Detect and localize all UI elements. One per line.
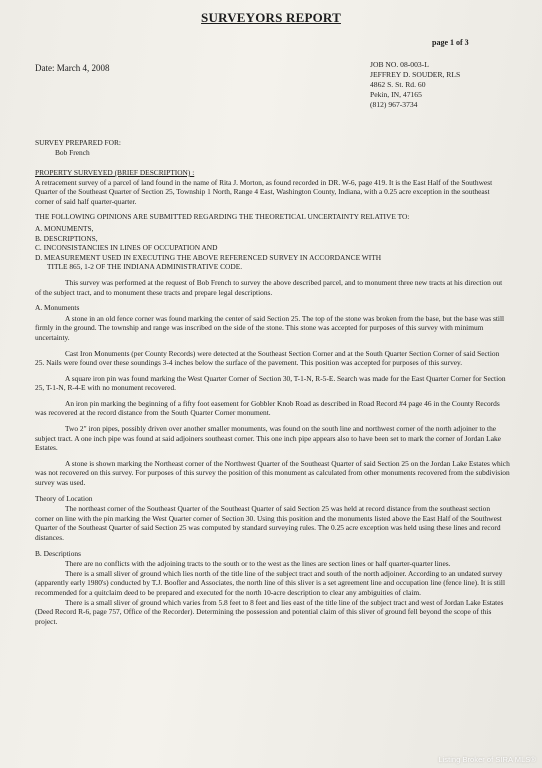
monument-paragraph: Two 2" iron pipes, possibly driven over another smaller monuments, was found on the south line and northwest corner of the north adjoiner to the subject tract. A one inch pipe was found at said adjoiners southeast corner. This one inch pipe appears also to have been set to mark the corner of Jordan Lake Estates. [35, 424, 501, 453]
opinion-item-continuation: TITLE 865, 1-2 OF THE INDIANA ADMINISTRATIVE CODE. [47, 262, 243, 272]
surveyor-name: JEFFREY D. SOUDER, RLS [370, 70, 461, 79]
report-date: Date: March 4, 2008 [35, 63, 110, 73]
opinion-item: A. MONUMENTS, [35, 223, 94, 233]
descriptions-heading: B. Descriptions [35, 548, 81, 558]
prepared-for-section [35, 138, 510, 157]
monument-paragraph: A stone is shown marking the Northeast corner of the Northwest Quarter of the Southeast Quarter of said Section 25 on the Jordan Lake Estates which was not recovered on this survey. For purposes of this survey the position of this monument as calculated from other monuments recovered from the subdivision survey was used. [35, 458, 510, 488]
surveyor-street: 4862 S. St. Rd. 60 [370, 80, 426, 89]
request-paragraph: This survey was performed at the request of Bob French to survey the above described parcel, and to monument three new tracts at his direction out of the subject tract, and to monument these tracts and prepare legal descriptions. [35, 277, 503, 297]
monument-paragraph: A square iron pin was found marking the West Quarter Corner of Section 30, T-1-N, R-5-E. Search was made for the East Quarter Corner for Section 25, T-1-N, R-4-E with no monument recovered. [35, 373, 506, 393]
job-number: JOB NO. 08-003-L [370, 60, 429, 69]
monument-paragraph: An iron pin marking the beginning of a fifty foot easement for Gobbler Knob Road as described in Road Record #4 page 46 in the County Records was recovered at the record distance from the South Quarter Corner monument. [35, 398, 500, 418]
monument-paragraph: A stone in an old fence corner was found marking the center of said Section 25. The top of the stone was broken from the base, but the base was still firmly in the ground. The township and range was inscribed on the side of the stone. This stone was accepted for purposes of this survey with minimum uncertainty. [35, 313, 505, 342]
listing-watermark: Listing Broker of SIRA MLS® [438, 755, 536, 764]
property-heading: PROPERTY SURVEYED (BRIEF DESCRIPTION) : [35, 168, 195, 177]
monuments-heading: A. Monuments [35, 303, 80, 313]
theory-paragraph: The northeast corner of the Southeast Quarter of the Southeast Quarter of said Section 25 was held at record distance from the southeast section corner on line with the pin marking the West Quarter corner of Section 30. Using this position and the monuments listed above the East Half of the Southwest Quarter of the Southeast Quarter of said Section 25 was computed by standard surveying rules. The 0.25 acre exception was held using these lines and record distances. [35, 504, 502, 542]
page-number: page 1 of 3 [432, 38, 469, 47]
opinion-item: D. MEASUREMENT USED IN EXECUTING THE ABOVE REFERENCED SURVEY IN ACCORDANCE WITH [35, 252, 382, 262]
client-name: Bob French [55, 147, 90, 157]
surveyor-city: Pekin, IN, 47165 [370, 90, 422, 99]
opinion-item: C. INCONSISTANCIES IN LINES OF OCCUPATION AND [35, 243, 218, 253]
opinion-item: B. DESCRIPTIONS, [35, 233, 98, 243]
property-description: A retracement survey of a parcel of land found in the name of Rita J. Morton, as found recorded in DR. W-6, page 419. It is the East Half of the Southwest Quarter of the Southeast Quarter of Section 25, Township 1 North, Range 4 East, Washington County, Indiana, with a 0.25 acre exception in the southeast corner of said half quarter-quarter. [35, 177, 493, 206]
report-body [35, 168, 510, 632]
descriptions-paragraph: There is a small sliver of ground which lies north of the title line of the subject tract and south of the north adjoiner. According to an undated survey (apparently early 1980's) conducted by T.J. Boofler and Associates, the north line of this sliver is a set agreement line and occupation line (fence line). It is still recommended for a quitclaim deed to be prepared and executed for the north 10-acre description to clear any ambiguities of claim. [35, 568, 506, 597]
opinions-list [35, 224, 510, 272]
report-title: SURVEYORS REPORT [201, 10, 341, 25]
opinions-intro: THE FOLLOWING OPINIONS ARE SUBMITTED REGARDING THE THEORETICAL UNCERTAINTY RELATIVE TO: [35, 212, 410, 222]
theory-heading: Theory of Location [35, 493, 93, 503]
surveyor-info [370, 60, 460, 110]
monument-paragraph: Cast Iron Monuments (per County Records) were detected at the Southeast Section Corner and at the South Quarter Section Corner of said Section 25. Nails were found over these soundings 3-4 inches below the surface of the pavement. This position was accepted for purposes of this survey. [35, 348, 500, 368]
surveyor-phone: (812) 967-3734 [370, 100, 418, 109]
prepared-for-label: SURVEY PREPARED FOR: [35, 138, 121, 147]
descriptions-paragraph: There are no conflicts with the adjoining tracts to the south or to the west as the lines are section lines or half quarter-quarter lines. [65, 559, 451, 569]
descriptions-paragraph: There is a small sliver of ground which varies from 5.8 feet to 8 feet and lies east of the title line of the subject tract and west of Jordan Lake Estates (Deed Record R-6, page 757, Office of the Recorder). Determining the possession and potential claim of this sliver of ground fell beyond the scope of this project. [35, 597, 504, 626]
